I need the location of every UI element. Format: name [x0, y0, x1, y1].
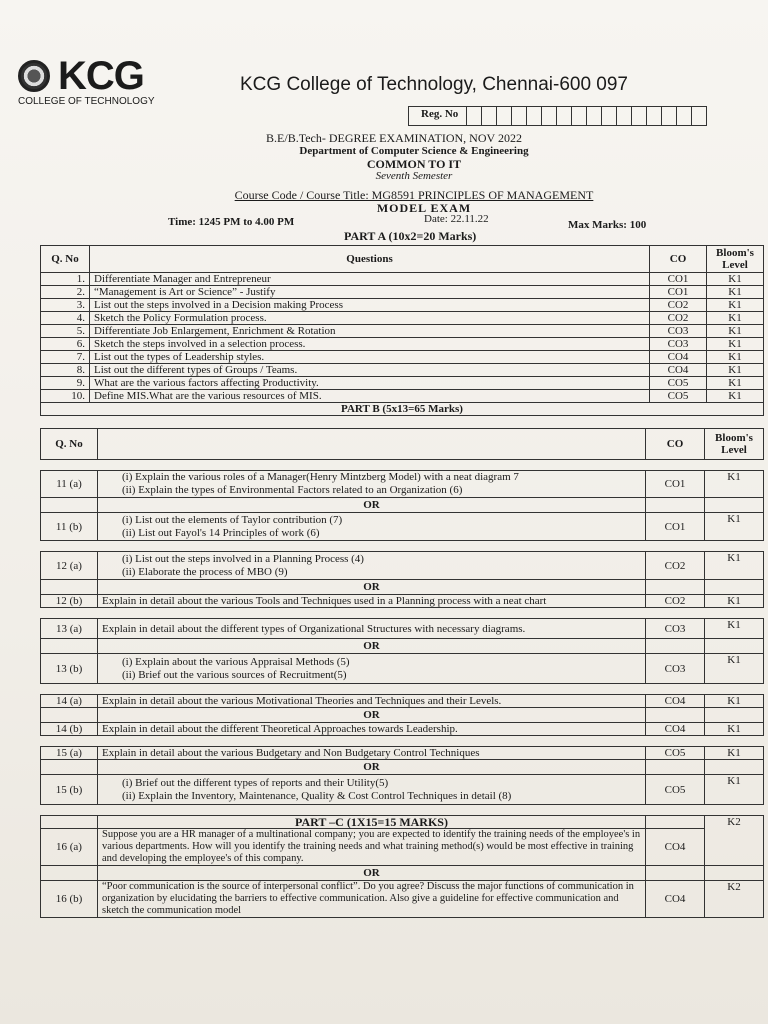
table-row: 9. What are the various factors affecting Productivity. CO5 K1 [41, 377, 764, 390]
table-row: 1. Differentiate Manager and Entrepreneur CO1 K1 [41, 273, 764, 286]
bloom-16a: K2 [705, 816, 764, 866]
department: Department of Computer Science & Engineering [299, 145, 529, 157]
table-row: 2. “Management is Art or Science” - Justify CO1 K1 [41, 286, 764, 299]
or-separator: OR [98, 639, 646, 654]
or-separator: OR [98, 708, 646, 723]
table-row: 8. List out the different types of Groups / Teams. CO4 K1 [41, 364, 764, 377]
part-b-table [40, 428, 764, 918]
or-separator: OR [98, 498, 646, 513]
part-b-title-row [41, 403, 764, 416]
table-row: 4. Sketch the Policy Formulation process. CO2 K1 [41, 312, 764, 325]
exam-date: Date: 22.11.22 [424, 213, 489, 225]
reg-no-label: Reg. No [409, 107, 467, 125]
exam-time: Time: 1245 PM to 4.00 PM [168, 216, 295, 228]
question-14a: 14 (a) Explain in detail about the various Motivational Theories and Techniques and their Levels. CO4 K1 [41, 695, 764, 708]
table-row: 3. List out the steps involved in a Decision making Process CO2 K1 [41, 299, 764, 312]
part-a-table [40, 245, 764, 416]
part-c-title: PART –C (1X15=15 MARKS) [98, 816, 646, 829]
col-questions [98, 429, 646, 460]
question-15b: 15 (b) (i) Brief out the different types of reports and their Utility(5) (ii) Explain the Inventory, Maintenance, Quality & Cost Control Techniques in detail (8) CO5 K1 [41, 775, 764, 805]
or-separator: OR [98, 760, 646, 775]
common-to: COMMON TO IT [366, 157, 462, 171]
semester: Seventh Semester [375, 170, 453, 182]
table-row: 6. Sketch the steps involved in a selection process. CO3 K1 [41, 338, 764, 351]
question-13b: 13 (b) (i) Explain about the various Appraisal Methods (5) (ii) Brief out the various sources of Recruitment(5) CO3 K1 [41, 654, 764, 684]
logo-wordmark: KCG [58, 54, 144, 98]
col-questions: Questions [90, 246, 650, 273]
question-11b: 11 (b) (i) List out the elements of Taylor contribution (7) (ii) List out Fayol's 14 Principles of work (6) CO1 K1 [41, 513, 764, 541]
question-12a: 12 (a) (i) List out the steps involved in a Planning Process (4) (ii) Elaborate the process of MBO (9) CO2 K1 [41, 552, 764, 580]
course-title: Course Code / Course Title: MG8591 PRINCIPLES OF MANAGEMENT [234, 188, 594, 202]
col-co: CO [650, 246, 707, 273]
exam-title: B.E/B.Tech- DEGREE EXAMINATION, NOV 2022 [266, 131, 522, 145]
logo-subtitle: COLLEGE OF TECHNOLOGY [18, 96, 155, 107]
or-separator: OR [98, 580, 646, 595]
part-b-title: PART B (5x13=65 Marks) [41, 403, 764, 416]
table-row: 10. Define MIS.What are the various resources of MIS. CO5 K1 [41, 390, 764, 403]
exam-type: MODEL EXAM [376, 201, 472, 215]
college-seal-icon [18, 60, 50, 92]
col-bloom: Bloom's Level [705, 429, 764, 460]
question-13a: 13 (a) Explain in detail about the different types of Organizational Structures with necessary diagrams. CO3 K1 [41, 619, 764, 639]
col-co: CO [646, 429, 705, 460]
table-row: 7. List out the types of Leadership styles. CO4 K1 [41, 351, 764, 364]
col-bloom: Bloom's Level [707, 246, 764, 273]
reg-no-boxes [408, 106, 707, 126]
question-16b: 16 (b) “Poor communication is the source of interpersonal conflict”. Do you agree? Discuss the major functions of communication in organization by elucidating the barriers to effective communication. Also give a guideline for effective communication and sketch the communication model CO4 K2 [41, 881, 764, 918]
col-qno: Q. No [41, 429, 98, 460]
question-15a: 15 (a) Explain in detail about the various Budgetary and Non Budgetary Control Techniques CO5 K1 [41, 747, 764, 760]
question-11a: 11 (a) (i) Explain the various roles of a Manager(Henry Mintzberg Model) with a neat diagram 7 (ii) Explain the types of Environmental Factors related to an Organization (6) CO1 K1 [41, 471, 764, 498]
college-name: KCG College of Technology, Chennai-600 097 [240, 74, 628, 95]
or-separator: OR [98, 866, 646, 881]
question-14b: 14 (b) Explain in detail about the different Theoretical Approaches towards Leadership. CO4 K1 [41, 723, 764, 736]
question-16a: 16 (a) Suppose you are a HR manager of a multinational company; you are expected to identify the training needs of the employee's in various departments. How will you identify the training needs and what training method(s) would be most effective in training and developing the employee's of this company. CO4 [41, 829, 764, 866]
col-qno: Q. No [41, 246, 90, 273]
max-marks: Max Marks: 100 [568, 219, 647, 231]
table-row: 5. Differentiate Job Enlargement, Enrichment & Rotation CO3 K1 [41, 325, 764, 338]
part-a-title: PART A (10x2=20 Marks) [344, 229, 477, 243]
question-12b: 12 (b) Explain in detail about the various Tools and Techniques used in a Planning process with a neat chart CO2 K1 [41, 595, 764, 608]
